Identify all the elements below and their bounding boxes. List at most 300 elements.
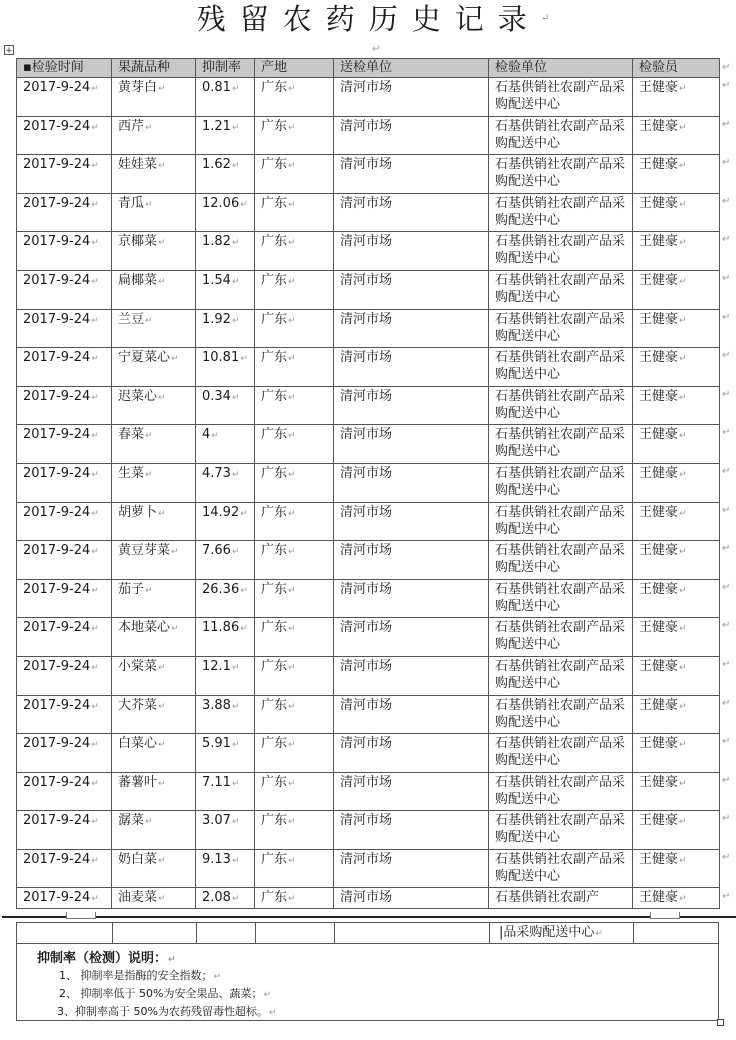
- cell-rate-text: 9.13: [202, 851, 231, 867]
- cell-end-mark: ↵: [158, 508, 166, 519]
- table-row: [17, 78, 720, 117]
- cell-sender: [334, 232, 489, 271]
- cell-origin: [255, 579, 334, 618]
- cell-origin: [255, 463, 334, 502]
- cell-inspector-text: 王健豪: [639, 890, 679, 906]
- cell-end-mark: ↵: [231, 276, 240, 287]
- row-end-mark: ↵: [722, 774, 731, 786]
- paragraph-mark: ↵: [372, 44, 381, 55]
- table-row: [17, 656, 720, 695]
- cell-inspector: [633, 541, 720, 580]
- cell-end-mark: ↵: [679, 585, 687, 596]
- cell-variety-text: 春菜: [118, 427, 145, 443]
- notes-heading: 抑制率（检测）说明：↵: [37, 951, 176, 966]
- cell-date: [17, 656, 112, 695]
- cell-date: [17, 232, 112, 271]
- cell-date-text: 2017-9-24: [23, 813, 91, 829]
- cell-rate: [196, 309, 255, 348]
- cell-end-mark: ↵: [91, 740, 99, 751]
- cell-origin-text: 广东: [261, 774, 288, 790]
- cell-date-text: 2017-9-24: [23, 581, 91, 597]
- cell-inspector-text: 王健豪: [639, 620, 679, 636]
- cell-rate: [196, 232, 255, 271]
- table-row: [17, 695, 720, 734]
- cell-end-mark: ↵: [231, 238, 240, 249]
- cell-lab-text: 石基供销社农副产品采购配送中心: [495, 311, 626, 344]
- cell-origin: [255, 888, 334, 909]
- cell-sender: [334, 849, 489, 888]
- cell-sender: [334, 270, 489, 309]
- cell-end-mark: ↵: [288, 817, 296, 828]
- cell-lab: [489, 888, 633, 909]
- cell-variety: [112, 618, 196, 657]
- cell-end-mark: ↵: [145, 817, 153, 828]
- cell-end-mark: ↵: [679, 778, 687, 789]
- cell-date-text: 2017-9-24: [23, 890, 91, 906]
- cell-rate-text: 4.73: [202, 465, 231, 481]
- cell-end-mark: ↵: [679, 817, 687, 828]
- cell-end-mark: ↵: [91, 817, 99, 828]
- cell-inspector: [633, 579, 720, 618]
- cell-sender-text: 清河市场: [340, 157, 393, 173]
- cell-rate-text: 12.1: [202, 658, 231, 674]
- cell-end-mark: ↵: [240, 354, 248, 365]
- cell-inspector: [633, 78, 720, 117]
- cell-origin-text: 广东: [261, 813, 288, 829]
- cell-end-mark: ↵: [679, 276, 687, 287]
- cell-origin: [255, 618, 334, 657]
- cell-sender: [334, 618, 489, 657]
- cell-rate-text: 4: [202, 427, 211, 443]
- cell-end-mark: ↵: [679, 624, 687, 635]
- cell-origin: [255, 425, 334, 464]
- note-item: 3、抑制率高于 50%为农药残留毒性超标。↵: [57, 1005, 277, 1018]
- column-header-inspector: 检验员: [633, 59, 720, 78]
- cell-inspector-text: 王健豪: [639, 234, 679, 250]
- cell-variety: [112, 425, 196, 464]
- cell-origin: [255, 232, 334, 271]
- cell-origin: [255, 309, 334, 348]
- cell-rate-text: 10.81: [202, 350, 240, 366]
- cell-end-mark: ↵: [91, 431, 99, 442]
- cell-end-mark: ↵: [288, 469, 296, 480]
- cell-end-mark: ↵: [288, 238, 296, 249]
- cell-end-mark: ↵: [679, 508, 687, 519]
- cell-origin-text: 广东: [261, 697, 288, 713]
- cell-inspector: [633, 309, 720, 348]
- cell-end-mark: ↵: [679, 354, 687, 365]
- cell-end-mark: ↵: [288, 315, 296, 326]
- cell-lab-text: 石基供销社农副产品采购配送中心: [495, 80, 626, 112]
- cell-origin-text: 广东: [261, 890, 288, 906]
- cell-end-mark: ↵: [679, 662, 687, 673]
- cell-inspector-text: 王健豪: [639, 272, 679, 288]
- cell-variety-text: 大芥菜: [118, 697, 158, 713]
- cell-end-mark: ↵: [288, 122, 296, 133]
- row-end-mark: ↵: [722, 427, 731, 439]
- cell-end-mark: ↵: [679, 894, 687, 905]
- cell-end-mark: ↵: [91, 701, 99, 712]
- cell-inspector-text: 王健豪: [639, 427, 679, 443]
- table-row: [17, 849, 720, 888]
- cell-variety: [112, 849, 196, 888]
- cell-end-mark: ↵: [91, 662, 99, 673]
- cell-sender: [334, 734, 489, 773]
- cell-date-text: 2017-9-24: [23, 774, 91, 790]
- cell-inspector-text: 王健豪: [639, 311, 679, 327]
- cell-end-mark: ↵: [91, 469, 99, 480]
- table-row: [17, 734, 720, 773]
- cell-end-mark: ↵: [231, 392, 240, 403]
- cell-inspector: [633, 618, 720, 657]
- cell-lab-text: 石基供销社农副产品采购配送中心: [495, 620, 626, 653]
- cell-lab: [489, 656, 633, 695]
- cell-sender-text: 清河市场: [340, 504, 393, 520]
- cell-rate: [196, 579, 255, 618]
- row-end-mark: ↵: [722, 890, 731, 902]
- cell-end-mark: ↵: [91, 161, 99, 172]
- table-row: [17, 116, 720, 155]
- cell-variety-text: 西芹: [118, 118, 145, 134]
- cell-date-text: 2017-9-24: [23, 350, 91, 366]
- cell-end-mark: ↵: [231, 469, 240, 480]
- cell-variety: [112, 116, 196, 155]
- cell-lab: [489, 811, 633, 850]
- cell-end-mark: ↵: [91, 894, 99, 905]
- cell-variety: [112, 541, 196, 580]
- cell-inspector: [633, 193, 720, 232]
- cell-sender-text: 清河市场: [340, 118, 393, 134]
- cell-lab-text: 石基供销社农副产品采购配送中心: [495, 504, 626, 537]
- cell-end-mark: ↵: [158, 161, 166, 172]
- cell-rate: [196, 772, 255, 811]
- cell-inspector: [633, 386, 720, 425]
- cell-date: [17, 348, 112, 387]
- cell-variety: [112, 193, 196, 232]
- cell-origin: [255, 695, 334, 734]
- cell-end-mark: ↵: [91, 624, 99, 635]
- cell-end-mark: ↵: [231, 778, 240, 789]
- cell-end-mark: ↵: [288, 161, 296, 172]
- cell-date: [17, 811, 112, 850]
- cell-variety-text: 茄子: [118, 581, 145, 597]
- cell-end-mark: ↵: [288, 894, 296, 905]
- cell-variety-text: 兰豆: [118, 311, 145, 327]
- cell-sender-text: 清河市场: [340, 311, 393, 327]
- row-end-mark: ↵: [722, 813, 731, 825]
- cell-variety: [112, 695, 196, 734]
- cell-rate: [196, 541, 255, 580]
- cell-variety-text: 娃娃菜: [118, 157, 158, 173]
- cell-date: [17, 463, 112, 502]
- cell-origin-text: 广东: [261, 851, 288, 867]
- cell-variety-text: 黄豆芽菜: [118, 543, 171, 559]
- cell-date: [17, 116, 112, 155]
- page-break-line: [2, 916, 736, 918]
- cell-rate-text: 2.08: [202, 890, 231, 906]
- table-move-handle-icon[interactable]: +: [5, 46, 13, 56]
- cell-sender-text: 清河市场: [340, 234, 393, 250]
- cell-end-mark: ↵: [91, 122, 99, 133]
- cell-end-mark: ↵: [91, 84, 99, 94]
- cell-variety: [112, 386, 196, 425]
- cell-end-mark: ↵: [158, 894, 166, 905]
- cell-divider: [255, 923, 256, 943]
- cell-lab-text: 石基供销社农副产品采购配送中心: [495, 581, 626, 614]
- cell-lab: [489, 232, 633, 271]
- cell-sender: [334, 656, 489, 695]
- cell-date-text: 2017-9-24: [23, 195, 91, 211]
- cell-end-mark: ↵: [288, 855, 296, 866]
- cell-end-mark: ↵: [231, 122, 240, 133]
- cell-origin-text: 广东: [261, 272, 288, 288]
- table-row: [17, 579, 720, 618]
- cell-lab: [489, 425, 633, 464]
- cell-origin-text: 广东: [261, 504, 288, 520]
- table-row: [17, 772, 720, 811]
- cell-date: [17, 695, 112, 734]
- cell-origin: [255, 849, 334, 888]
- cell-variety: [112, 348, 196, 387]
- cell-date: [17, 386, 112, 425]
- cell-end-mark: ↵: [158, 701, 166, 712]
- cell-end-mark: ↵: [231, 547, 240, 558]
- cell-end-mark: ↵: [158, 778, 166, 789]
- cell-lab-text: 石基供销社农副产品采购配送中心: [495, 543, 626, 576]
- cell-sender-text: 清河市场: [340, 697, 393, 713]
- cell-lab: [489, 155, 633, 194]
- cell-inspector: [633, 270, 720, 309]
- cell-end-mark: ↵: [240, 624, 248, 635]
- cell-rate-text: 0.81: [202, 80, 231, 95]
- cell-origin: [255, 772, 334, 811]
- cell-lab-text: 石基供销社农副产品采购配送中心: [495, 658, 626, 691]
- cell-origin-text: 广东: [261, 658, 288, 674]
- cell-variety-text: 蕃薯叶: [118, 774, 158, 790]
- cell-end-mark: ↵: [288, 199, 296, 210]
- cell-origin: [255, 155, 334, 194]
- cell-variety-text: 青瓜: [118, 195, 145, 211]
- cell-rate-text: 11.86: [202, 620, 240, 636]
- cell-origin-text: 广东: [261, 620, 288, 636]
- cell-sender-text: 清河市场: [340, 543, 393, 559]
- cell-variety-text: 迟菜心: [118, 388, 158, 404]
- cell-end-mark: ↵: [171, 547, 179, 558]
- cell-end-mark: ↵: [91, 585, 99, 596]
- cell-date-text: 2017-9-24: [23, 157, 91, 173]
- cell-end-mark: ↵: [679, 199, 687, 210]
- cell-end-mark: ↵: [240, 199, 248, 210]
- cell-lab-text: 石基供销社农副产品采购配送中心: [495, 272, 626, 305]
- cell-variety-text: 油麦菜: [118, 890, 158, 906]
- cell-end-mark: ↵: [288, 701, 296, 712]
- cell-end-mark: ↵: [288, 84, 296, 94]
- cell-end-mark: ↵: [679, 122, 687, 133]
- cell-inspector-text: 王健豪: [639, 80, 679, 95]
- cell-end-mark: ↵: [91, 778, 99, 789]
- cell-rate: [196, 463, 255, 502]
- paragraph-mark: ↵: [540, 13, 550, 24]
- cell-variety: [112, 463, 196, 502]
- cell-end-mark: ↵: [679, 238, 687, 249]
- cell-rate-text: 7.66: [202, 543, 231, 559]
- cell-date: [17, 772, 112, 811]
- cell-end-mark: ↵: [288, 778, 296, 789]
- table-row: [17, 232, 720, 271]
- cell-rate: [196, 734, 255, 773]
- cell-end-mark: ↵: [288, 431, 296, 442]
- cell-variety: [112, 309, 196, 348]
- cell-rate: [196, 656, 255, 695]
- cell-lab: [489, 772, 633, 811]
- cell-sender: [334, 772, 489, 811]
- cell-end-mark: ↵: [679, 392, 687, 403]
- cell-end-mark: ↵: [288, 547, 296, 558]
- cell-end-mark: ↵: [91, 392, 99, 403]
- row-end-mark: ↵: [722, 234, 731, 246]
- cell-inspector-text: 王健豪: [639, 504, 679, 520]
- cell-origin: [255, 386, 334, 425]
- cell-divider: [489, 923, 490, 943]
- cell-date-text: 2017-9-24: [23, 118, 91, 134]
- cell-lab: [489, 541, 633, 580]
- cell-variety: [112, 78, 196, 117]
- cell-end-mark: ↵: [288, 740, 296, 751]
- cell-sender: [334, 348, 489, 387]
- lab-continued-text: |品采购配送中心↵: [499, 925, 603, 940]
- table-tab-marker: [66, 912, 96, 919]
- table-row: [17, 502, 720, 541]
- cell-end-mark: ↵: [679, 547, 687, 558]
- table-row: [17, 309, 720, 348]
- cell-variety-text: 黄芽白: [118, 80, 158, 95]
- row-end-mark: ↵: [722, 157, 731, 169]
- cell-inspector-text: 王健豪: [639, 697, 679, 713]
- cell-inspector-text: 王健豪: [639, 581, 679, 597]
- cell-variety-text: 小棠菜: [118, 658, 158, 674]
- cell-sender-text: 清河市场: [340, 388, 393, 404]
- cell-rate: [196, 386, 255, 425]
- table-row: [17, 348, 720, 387]
- cell-lab: [489, 116, 633, 155]
- cell-variety-text: 胡萝卜: [118, 504, 158, 520]
- cell-date-text: 2017-9-24: [23, 311, 91, 327]
- cell-origin: [255, 734, 334, 773]
- cell-end-mark: ↵: [158, 84, 166, 94]
- cell-rate-text: 26.36: [202, 581, 240, 597]
- cell-inspector: [633, 656, 720, 695]
- cell-end-mark: ↵: [231, 315, 240, 326]
- cell-lab-text: 石基供销社农副产品采购配送中心: [495, 851, 626, 884]
- cell-lab-text: 石基供销社农副产品采购配送中心: [495, 118, 626, 151]
- column-header-variety: 果蔬品种: [112, 59, 196, 78]
- cell-lab-text: 石基供销社农副产品采购配送中心: [495, 813, 626, 846]
- cell-sender: [334, 155, 489, 194]
- cell-sender-text: 清河市场: [340, 195, 393, 211]
- cell-end-mark: ↵: [91, 508, 99, 519]
- cell-rate-text: 7.11: [202, 774, 231, 790]
- cell-end-mark: ↵: [288, 276, 296, 287]
- cell-end-mark: ↵: [91, 855, 99, 866]
- cell-origin-text: 广东: [261, 388, 288, 404]
- cell-inspector-text: 王健豪: [639, 350, 679, 366]
- cell-end-mark: ↵: [145, 315, 153, 326]
- cell-end-mark: ↵: [231, 161, 240, 172]
- cell-end-mark: ↵: [145, 585, 153, 596]
- row-end-mark: ↵: [722, 466, 731, 477]
- table-row: [17, 155, 720, 194]
- cell-sender-text: 清河市场: [340, 80, 393, 95]
- cell-inspector: [633, 463, 720, 502]
- row-end-mark: ↵: [722, 697, 731, 709]
- cell-origin-text: 广东: [261, 80, 288, 95]
- cell-end-mark: ↵: [145, 469, 153, 480]
- cell-rate: [196, 116, 255, 155]
- records-table: [16, 58, 720, 909]
- cell-inspector: [633, 425, 720, 464]
- cell-variety-text: 扁椰菜: [118, 272, 158, 288]
- cell-lab-text: 石基供销社农副产品采购配送中心: [495, 736, 626, 769]
- cell-origin-text: 广东: [261, 311, 288, 327]
- cell-sender: [334, 193, 489, 232]
- cell-date: [17, 193, 112, 232]
- cell-sender-text: 清河市场: [340, 774, 393, 790]
- cell-end-mark: ↵: [231, 84, 240, 94]
- cell-sender-text: 清河市场: [340, 350, 393, 366]
- cell-date: [17, 849, 112, 888]
- cell-inspector: [633, 502, 720, 541]
- cell-sender-text: 清河市场: [340, 813, 393, 829]
- table-row: [17, 193, 720, 232]
- row-end-mark: ↵: [722, 736, 731, 748]
- cell-variety: [112, 502, 196, 541]
- cell-rate: [196, 348, 255, 387]
- cell-end-mark: ↵: [158, 740, 166, 751]
- cell-rate: [196, 888, 255, 909]
- table-row: [17, 463, 720, 502]
- row-end-mark: ↵: [722, 852, 731, 863]
- cell-end-mark: ↵: [91, 276, 99, 287]
- row-end-mark: ↵: [722, 311, 731, 323]
- cell-lab-text: 石基供销社农副产品采购配送中心: [495, 350, 626, 383]
- cell-sender: [334, 541, 489, 580]
- cell-origin-text: 广东: [261, 465, 288, 481]
- cell-inspector-text: 王健豪: [639, 157, 679, 173]
- cell-variety: [112, 270, 196, 309]
- cell-variety: [112, 734, 196, 773]
- row-end-mark: ↵: [722, 581, 731, 593]
- cell-sender: [334, 386, 489, 425]
- cell-sender: [334, 78, 489, 117]
- cell-date: [17, 541, 112, 580]
- cell-date: [17, 155, 112, 194]
- cell-end-mark: ↵: [158, 238, 166, 249]
- cell-origin-text: 广东: [261, 234, 288, 250]
- cell-divider: [196, 923, 197, 943]
- cell-lab-text: 石基供销社农副产品采购配送中心: [495, 234, 626, 267]
- cell-end-mark: ↵: [145, 431, 153, 442]
- cell-lab-text: 石基供销社农副产品采购配送中心: [495, 774, 626, 807]
- column-header-origin: 产地: [255, 59, 334, 78]
- cell-end-mark: ↵: [679, 84, 687, 94]
- cell-sender-text: 清河市场: [340, 581, 393, 597]
- cell-inspector-text: 王健豪: [639, 851, 679, 867]
- row-end-mark: ↵: [722, 388, 731, 400]
- table-resize-handle-icon[interactable]: [717, 1019, 724, 1026]
- cell-sender: [334, 811, 489, 850]
- cell-date-text: 2017-9-24: [23, 272, 91, 288]
- cell-lab: [489, 502, 633, 541]
